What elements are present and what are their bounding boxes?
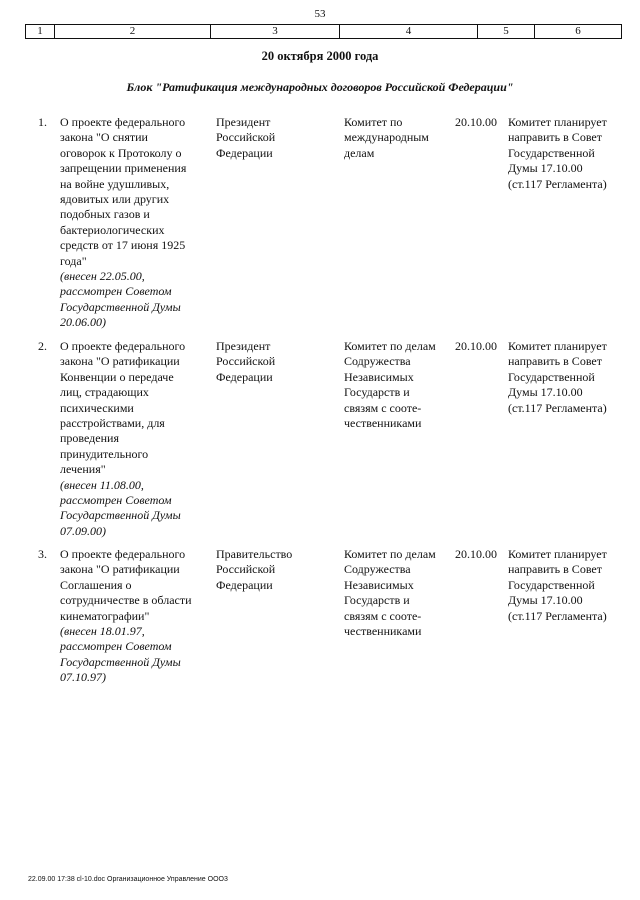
document-footer: 22.09.00 17:38 cl-10.doc Организационное Управление ООО3 — [28, 876, 228, 883]
text-line: Конвенции о передаче — [60, 369, 174, 384]
text-line: лечения" — [60, 462, 106, 477]
text-line: Независимых — [344, 369, 414, 384]
text-line: (ст.117 Регламента) — [508, 400, 607, 415]
item-committee — [344, 547, 448, 639]
text-line: закона "О снятии — [60, 130, 148, 145]
text-line: 07.09.00) — [60, 523, 106, 538]
text-line: Федерации — [216, 577, 273, 592]
text-line: (внесен 11.08.00, — [60, 477, 144, 492]
item-action — [508, 339, 630, 416]
text-line: Комитет по — [344, 115, 403, 129]
text-line: оговорок к Протоколу о — [60, 145, 182, 160]
column-number: 2 — [55, 25, 211, 39]
date-heading: 20 октября 2000 года — [261, 49, 379, 63]
text-line: Федерации — [216, 369, 273, 384]
item-author — [216, 115, 334, 161]
text-line: Комитет планирует — [508, 339, 607, 353]
text-line: чественниками — [344, 416, 422, 431]
text-line: Российской — [216, 562, 276, 577]
item-date: 20.10.00 — [455, 115, 497, 129]
text-line: Думы 17.10.00 — [508, 161, 583, 176]
text-line: кинематографии" — [60, 608, 150, 623]
text-line: Думы 17.10.00 — [508, 385, 583, 400]
item-author — [216, 547, 334, 593]
item-title — [60, 547, 210, 686]
column-number: 4 — [340, 25, 478, 39]
text-line: Государственной — [508, 577, 595, 592]
text-line: Думы 17.10.00 — [508, 593, 583, 608]
text-line: (ст.117 Регламента) — [508, 176, 607, 191]
text-line: Независимых — [344, 577, 414, 592]
column-number-header — [25, 24, 622, 39]
text-line: 20.06.00) — [60, 315, 106, 330]
text-line: ядовитых или других — [60, 192, 170, 207]
item-committee — [344, 115, 448, 161]
column-number: 3 — [211, 25, 340, 39]
text-line: подобных газов и — [60, 207, 150, 222]
text-line: (ст.117 Регламента) — [508, 608, 607, 623]
text-line: Государств и — [344, 593, 410, 608]
item-number: 1. — [38, 115, 47, 129]
text-line: Комитет планирует — [508, 115, 607, 129]
text-line: (внесен 22.05.00, — [60, 269, 145, 284]
item-action — [508, 547, 630, 624]
text-line: средств от 17 июня 1925 — [60, 238, 186, 253]
text-line: Государственной Думы — [60, 508, 181, 523]
text-line: Комитет по делам — [344, 339, 436, 353]
text-line: бактериологических — [60, 222, 165, 237]
text-line: лиц, страдающих — [60, 385, 149, 400]
text-line: Российской — [216, 130, 276, 145]
text-line: психическими — [60, 400, 134, 415]
column-number: 5 — [478, 25, 535, 39]
item-note — [60, 478, 210, 540]
text-line: О проекте федерального — [60, 115, 186, 129]
item-note — [60, 269, 210, 331]
text-line: Федерации — [216, 145, 273, 160]
text-line: связям с сооте- — [344, 400, 422, 415]
text-line: Содружества — [344, 562, 411, 577]
text-line: Правительство — [216, 547, 293, 561]
text-line: направить в Совет — [508, 130, 602, 145]
item-number: 3. — [38, 547, 47, 561]
text-line: направить в Совет — [508, 562, 602, 577]
text-line: 07.10.97) — [60, 670, 106, 685]
text-line: запрещении применения — [60, 161, 187, 176]
text-line: проведения — [60, 431, 119, 446]
text-line: закона "О ратификации — [60, 354, 180, 369]
text-line: года" — [60, 253, 87, 268]
text-line: делам — [344, 145, 375, 160]
item-committee — [344, 339, 448, 431]
column-number: 1 — [37, 25, 43, 37]
text-line: Российской — [216, 354, 276, 369]
item-number: 2. — [38, 339, 47, 353]
text-line: Комитет по делам — [344, 547, 436, 561]
text-line: закона "О ратификации — [60, 562, 180, 577]
text-line: рассмотрен Советом — [60, 639, 172, 654]
text-line: принудительного — [60, 446, 149, 461]
text-line: связям с сооте- — [344, 608, 422, 623]
text-line: (внесен 18.01.97, — [60, 624, 145, 639]
text-line: международным — [344, 130, 429, 145]
text-line: Государственной — [508, 369, 595, 384]
text-line: на войне удушливых, — [60, 176, 170, 191]
text-line: Президент — [216, 115, 271, 129]
item-title — [60, 115, 210, 331]
text-line: Государственной Думы — [60, 654, 181, 669]
text-line: Государственной Думы — [60, 299, 181, 314]
text-line: Комитет планирует — [508, 547, 607, 561]
text-line: рассмотрен Советом — [60, 284, 172, 299]
item-note — [60, 624, 210, 686]
column-number: 6 — [535, 25, 622, 39]
item-date: 20.10.00 — [455, 547, 497, 561]
text-line: Содружества — [344, 354, 411, 369]
block-heading: Блок "Ратификация международных договоров Российской Федерации" — [126, 80, 514, 94]
item-title — [60, 339, 210, 539]
text-line: сотрудничестве в области — [60, 593, 192, 608]
text-line: рассмотрен Советом — [60, 493, 172, 508]
text-line: О проекте федерального — [60, 547, 186, 561]
text-line: Президент — [216, 339, 271, 353]
item-date: 20.10.00 — [455, 339, 497, 353]
text-line: чественниками — [344, 624, 422, 639]
text-line: Соглашения о — [60, 577, 132, 592]
text-line: расстройствами, для — [60, 416, 165, 431]
text-line: Государственной — [508, 145, 595, 160]
item-action — [508, 115, 630, 192]
page-number: 53 — [314, 8, 326, 20]
text-line: направить в Совет — [508, 354, 602, 369]
text-line: Государств и — [344, 385, 410, 400]
item-author — [216, 339, 334, 385]
text-line: О проекте федерального — [60, 339, 186, 353]
